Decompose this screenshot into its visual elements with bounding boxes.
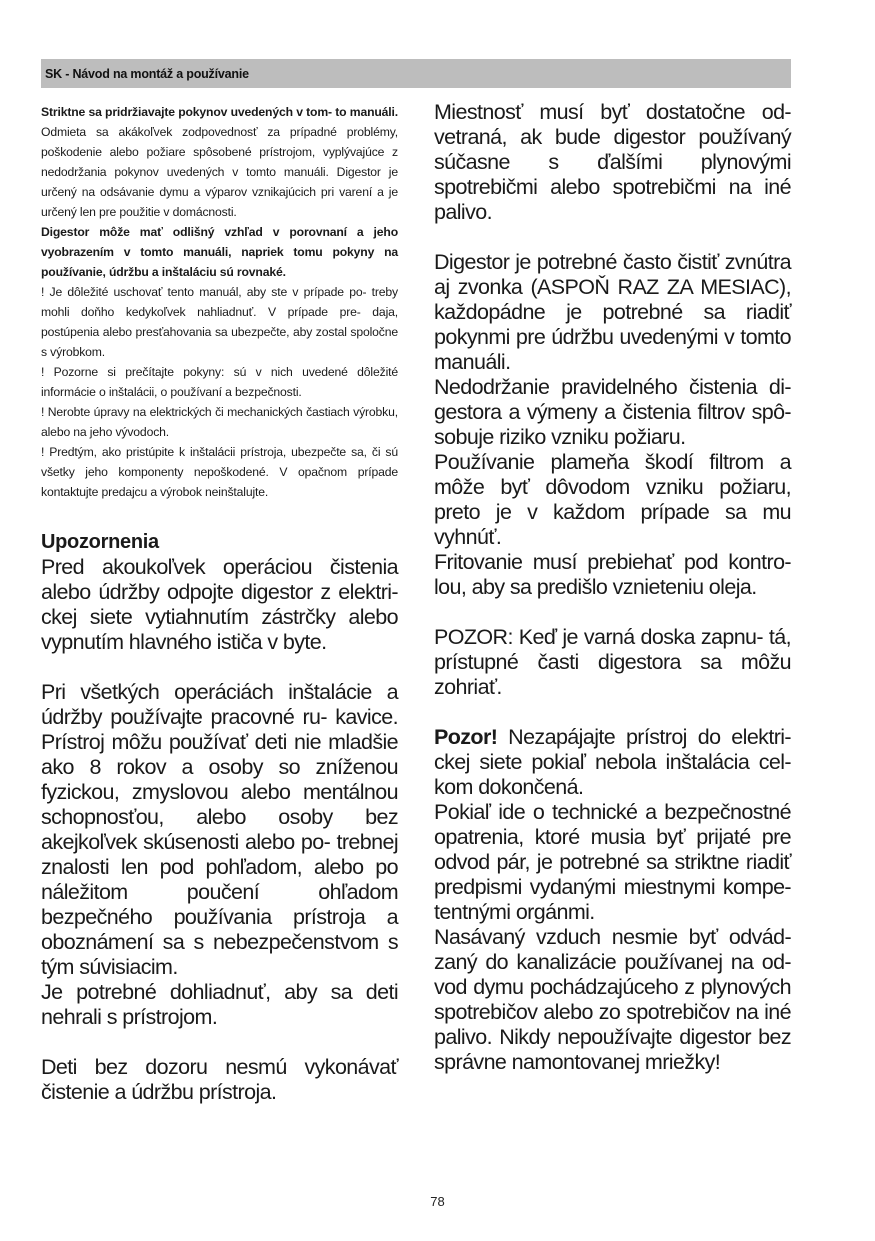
read-instructions-note: ! Pozorne si prečítajte pokyny: sú v nich uvedené dôležité informácie o inštalácii, o používaní a bezpečnosti. — [41, 365, 398, 399]
warnings-block — [41, 555, 398, 1105]
air-exhaust-warning: Nasávaný vzduch nesmie byť odvád- zaný do kanalizácie používanej na od- vod dymu pochádzajúceho z plynových spotrebičov alebo zo spotrebičov na iné palivo. Nikdy nepoužívajte digestor bez správne namontovanej mriežky! — [434, 925, 791, 1074]
appearance-note: Digestor môže mať odlišný vzhľad v porovnaní a jeho vyobrazením v tomto manuáli, napriek tomu pokyny na používanie, údržbu a inštaláciu sú rovnaké. — [41, 225, 398, 279]
flame-warning: Používanie plameňa škodí filtrom a môže byť dôvodom vzniku požiaru, preto je v každom prípade sa mu vyhnúť. — [434, 450, 791, 549]
disconnect-warning: Pred akoukoľvek operáciou čistenia alebo údržby odpojte digestor z elektri- ckej siete vytiahnutím zástrčky alebo vypnutím hlavného ističa v byte. — [41, 555, 398, 654]
right-column — [434, 100, 791, 1075]
cleaning-children-warning: Deti bez dozoru nesmú vykonávať čistenie a údržbu prístroja. — [41, 1055, 398, 1104]
keep-manual-note: ! Je dôležité uschovať tento manuál, aby ste v prípade po- treby mohli doňho kedykoľvek nahliadnuť. V prípade pre- daja, postúpenia alebo presťahovania sa ubezpečte, aby zostal spoločne s výrobkom. — [41, 285, 398, 359]
left-column — [41, 102, 398, 1105]
frying-warning: Fritovanie musí prebiehať pod kontro- lou, aby sa predišlo vznieteniu oleja. — [434, 550, 791, 599]
section-header — [41, 59, 791, 88]
cleaning-frequency-note: Digestor je potrebné často čistiť zvnútra aj zvonka (ASPOŇ RAZ ZA MESIAC), každopádne je potrebné sa riadiť pokynmi pre údržbu uvedenými v tomto manuáli. — [434, 250, 791, 374]
intro-block — [41, 102, 398, 502]
regulations-note: Pokiaľ ide o technické a bezpečnostné opatrenia, ktoré musia byť prijaté pre odvod pár, je potrebné sa striktne riadiť predpismi vydanými miestnymi kompe- tentnými orgánmi. — [434, 800, 791, 924]
intro-text: Odmieta sa akákoľvek zodpovednosť za prípadné problémy, poškodenie alebo požiare spôsobené prístrojom, vyplývajúce z nedodržania pokynov uvedených v tomto manuáli. Digestor je určený na odsávanie dymu a výparov vznikajúcich pri varení a je určený len pre použitie v domácnosti. — [41, 125, 398, 219]
gloves-children-warning: Pri všetkých operáciách inštalácie a údržby používajte pracovné ru- kavice. Prístroj môžu používať deti nie mladšie ako 8 rokov a osoby so zníženou fyzickou, zmyslovou alebo mentálnou schopnosťou, alebo osoby bez akejkoľvek skúsenosti alebo po- trebnej znalosti len pod pohľadom, alebo po náležitom poučení ohľadom bezpečného používania prístroja a oboznámení sa s nebezpečenstvom s tým súvisiacim. — [41, 680, 398, 979]
intro-bold: Striktne sa pridržiavajte pokynov uvedených v tom- to manuáli. — [41, 105, 398, 119]
check-components-note: ! Predtým, ako pristúpite k inštalácii prístroja, ubezpečte sa, či sú všetky jeho komponenty nepoškodené. V opačnom prípade kontaktujte predajcu a výrobok neinštalujte. — [41, 445, 398, 499]
supervise-children-warning: Je potrebné dohliadnuť, aby sa deti nehrali s prístrojom. — [41, 980, 398, 1029]
installation-warning: Pozor! Nezapájajte prístroj do elektri- ckej siete pokiaľ nebola inštalácia cel- kom dokončená. — [434, 725, 791, 799]
section-title: SK - Návod na montáž a používanie — [45, 66, 249, 81]
hot-parts-warning: POZOR: Keď je varná doska zapnu- tá, prístupné časti digestora sa môžu zohriať. — [434, 625, 791, 699]
warnings-heading: Upozornenia — [41, 531, 159, 553]
intro-paragraph — [41, 102, 398, 222]
no-modifications-note: ! Nerobte úpravy na elektrických či mechanických častiach výrobku, alebo na jeho vývodoch. — [41, 405, 398, 439]
fire-risk-note: Nedodržanie pravidelného čistenia di- gestora a výmeny a čistenia filtrov spô- sobuje riziko vzniku požiaru. — [434, 375, 791, 449]
ventilation-warning: Miestnosť musí byť dostatočne od- vetraná, ak bude digestor používaný súčasne s ďalšími plynovými spotrebičmi alebo spotrebičmi na iné palivo. — [434, 100, 791, 224]
attention-label: Pozor! — [434, 725, 498, 749]
page-number: 78 — [430, 1194, 445, 1209]
